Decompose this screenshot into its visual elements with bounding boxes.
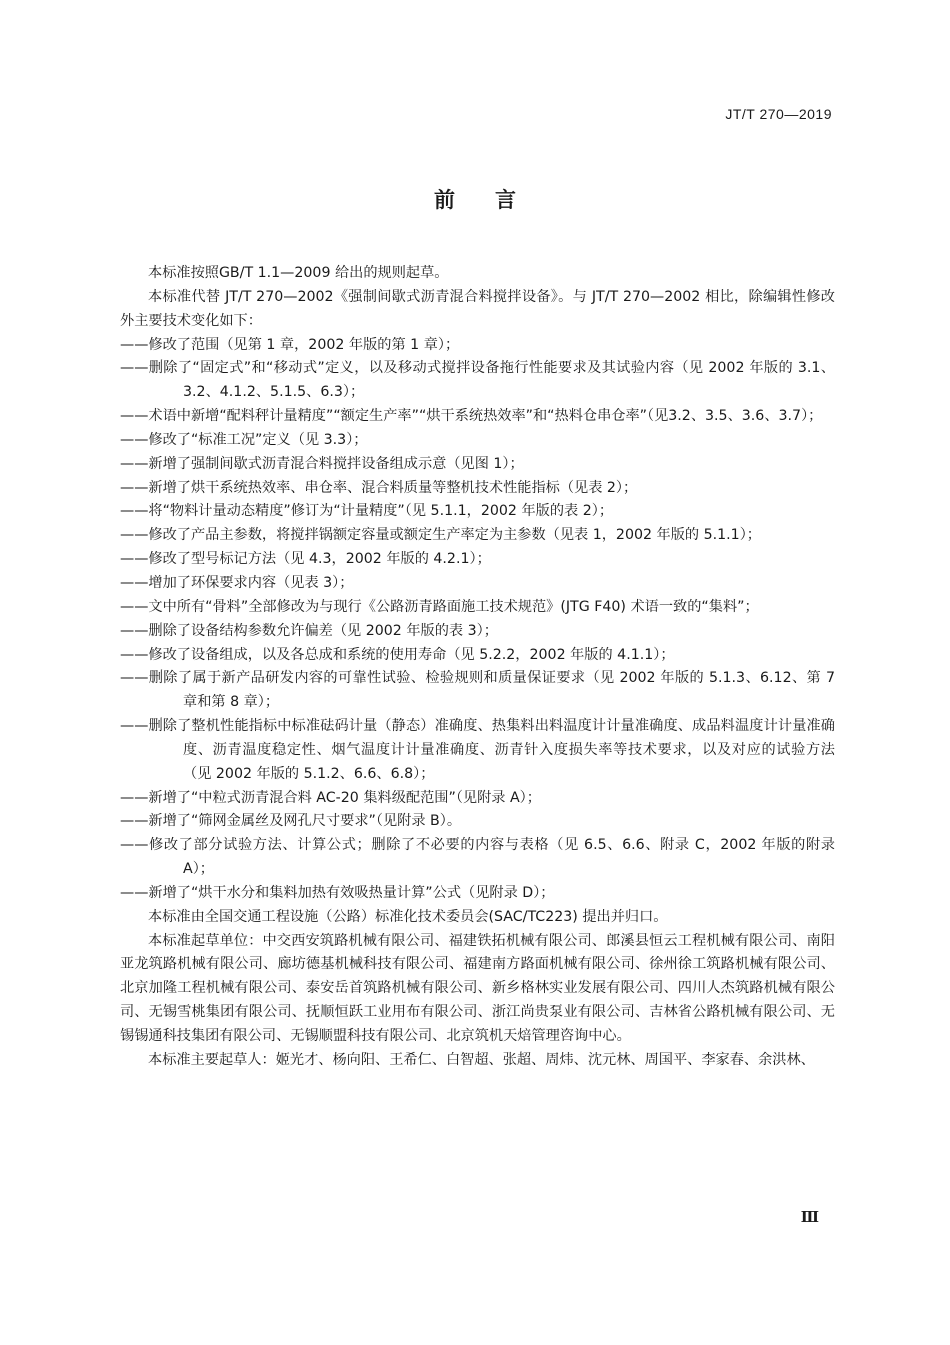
- change-item: ——文中所有“骨料”全部修改为与现行《公路沥青路面施工技术规范》(JTG F40) 术语一致的“集料”；: [120, 598, 759, 615]
- replacement-paragraph: 本标准代替 JT/T 270—2002《强制间歇式沥青混合料搅拌设备》。与 JT/T 270—2002 相比，除编辑性修改外主要技术变化如下：: [120, 288, 835, 329]
- committee-paragraph: 本标准由全国交通工程设施（公路）标准化技术委员会(SAC/TC223) 提出并归口。: [148, 908, 668, 925]
- change-item: ——修改了“标准工况”定义（见 3.3）；: [120, 431, 368, 448]
- change-item: ——新增了“筛网金属丝及网孔尺寸要求”（见附录 B）。: [120, 813, 462, 830]
- change-item: ——将“物料计量动态精度”修订为“计量精度”（见 5.1.1，2002 年版的表 2）；: [120, 503, 614, 520]
- change-item: ——修改了产品主参数，将搅拌锅额定容量或额定生产率定为主参数（见表 1，2002 年版的 5.1.1）；: [120, 527, 761, 544]
- change-item: ——删除了“固定式”和“移动式”定义，以及移动式搅拌设备拖行性能要求及其试验内容（见 2002 年版的 3.1、3.2、4.1.2、5.1.5、6.3）；: [120, 360, 835, 401]
- change-item: ——修改了型号标记方法（见 4.3，2002 年版的 4.2.1）；: [120, 551, 491, 568]
- change-item: ——增加了环保要求内容（见表 3）；: [120, 574, 354, 591]
- main-drafters-paragraph: 本标准主要起草人：姬光才、杨向阳、王希仁、白智超、张超、周炜、沈元林、周国平、李家春、余洪林、: [148, 1051, 815, 1068]
- change-item: ——删除了设备结构参数允许偏差（见 2002 年版的表 3）；: [120, 622, 498, 639]
- changes-list: [120, 334, 835, 906]
- drafting-units-paragraph: 本标准起草单位：中交西安筑路机械有限公司、福建铁拓机械有限公司、郎溪县恒云工程机械有限公司、南阳亚龙筑路机械有限公司、廊坊德基机械科技有限公司、福建南方路面机械有限公司、徐州徐工筑路机械有限公司、北京加隆工程机械有限公司、泰安岳首筑路机械有限公司、新乡格林实业发展有限公司、四川人杰筑路机械有限公司、无锡雪桃集团有限公司、抚顺恒跃工业用布有限公司、浙江尚贵泵业有限公司、吉林省公路机械有限公司、无锡锡通科技集团有限公司、无锡顺盟科技有限公司、北京筑机天焙管理咨询中心。: [120, 932, 835, 1044]
- standard-number: JT/T 270—2019: [725, 106, 832, 122]
- change-item: ——新增了强制间歇式沥青混合料搅拌设备组成示意（见图 1）；: [120, 455, 524, 472]
- change-item: ——修改了设备组成，以及各总成和系统的使用寿命（见 5.2.2，2002 年版的 4.1.1）；: [120, 646, 675, 663]
- change-item: ——新增了“中粒式沥青混合料 AC-20 集料级配范围”（见附录 A）；: [120, 789, 541, 806]
- change-item: ——新增了烘干系统热效率、串仓率、混合料质量等整机技术性能指标（见表 2）；: [120, 479, 638, 496]
- change-item: ——术语中新增“配料秤计量精度”“额定生产率”“烘干系统热效率”和“热料仓串仓率”（见3.2、3.5、3.6、3.7）；: [120, 408, 823, 425]
- document-body: [120, 262, 835, 1073]
- change-item: ——修改了部分试验方法、计算公式；删除了不必要的内容与表格（见 6.5、6.6、附录 C，2002 年版的附录 A）；: [120, 837, 835, 878]
- change-item: ——删除了属于新产品研发内容的可靠性试验、检验规则和质量保证要求（见 2002 年版的 5.1.3、6.12、第 7 章和第 8 章）；: [120, 670, 835, 711]
- page-number: Ⅲ: [800, 1208, 819, 1226]
- change-item: ——新增了“烘干水分和集料加热有效吸热量计算”公式（见附录 D）；: [120, 884, 555, 901]
- drafting-rules-paragraph: 本标准按照GB/T 1.1—2009 给出的规则起草。: [148, 265, 449, 281]
- change-item: ——修改了范围（见第 1 章，2002 年版的第 1 章）；: [120, 336, 460, 353]
- page-title: 前言: [434, 188, 556, 212]
- change-item: ——删除了整机性能指标中标准砝码计量（静态）准确度、热集料出料温度计计量准确度、成品料温度计计量准确度、沥青温度稳定性、烟气温度计计量准确度、沥青针入度损失率等技术要求，以及对应的试验方法（见 2002 年版的 5.1.2、6.6、6.8）；: [120, 718, 835, 782]
